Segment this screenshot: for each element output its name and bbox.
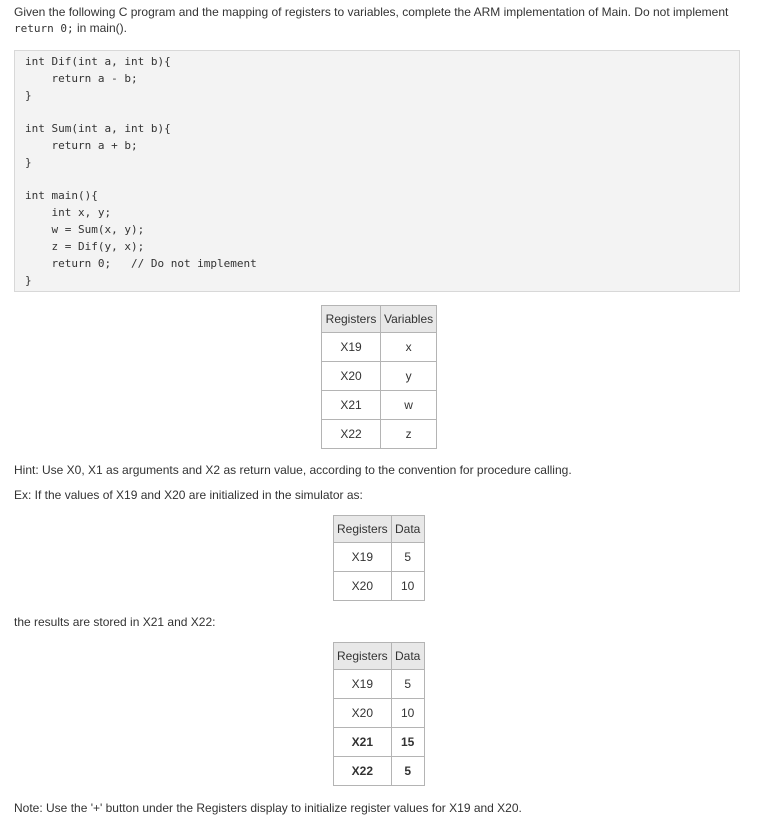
table-header: Data	[391, 643, 424, 670]
code-line: return a - b;	[25, 72, 138, 85]
table-row	[334, 543, 425, 572]
table-row	[322, 333, 437, 362]
table-cell: X21	[334, 728, 392, 757]
hint-text: Hint: Use X0, X1 as arguments and X2 as return value, according to the convention for procedure calling.	[14, 463, 572, 477]
code-line: z = Dif(y, x);	[25, 240, 145, 253]
table-header: Registers	[322, 306, 381, 333]
table-cell: z	[381, 420, 437, 449]
example-text: Ex: If the values of X19 and X20 are initialized in the simulator as:	[14, 488, 363, 502]
code-line: int x, y;	[25, 206, 112, 219]
table-cell: 10	[391, 572, 424, 601]
code-line: int Sum(int a, int b){	[25, 122, 171, 135]
table-cell: X22	[322, 420, 381, 449]
code-line: return 0; // Do not implement	[25, 257, 257, 270]
intro-text-end: in main().	[73, 21, 127, 35]
inline-code: return 0;	[14, 22, 74, 35]
table-cell: w	[381, 391, 437, 420]
table-cell: 5	[391, 670, 424, 699]
intro-text: Given the following C program and the mapping of registers to variables, complete the ARM implementation of Main. Do not implement	[14, 5, 729, 19]
code-line: int Dif(int a, int b){	[25, 55, 171, 68]
register-variable-table	[321, 305, 437, 449]
init-register-table	[333, 515, 425, 601]
table-cell: X22	[334, 757, 392, 786]
note-text: Note: Use the '+' button under the Registers display to initialize register values for X19 and X20.	[14, 801, 522, 815]
table-cell: y	[381, 362, 437, 391]
table-row	[322, 362, 437, 391]
table-cell: X19	[322, 333, 381, 362]
table-cell: x	[381, 333, 437, 362]
table-header: Registers	[334, 516, 392, 543]
table-cell: 15	[391, 728, 424, 757]
code-line: }	[25, 156, 32, 169]
table-cell: X20	[322, 362, 381, 391]
table-cell: X19	[334, 670, 392, 699]
table-cell: X20	[334, 572, 392, 601]
table-header: Data	[391, 516, 424, 543]
table-cell: 5	[391, 543, 424, 572]
code-line: w = Sum(x, y);	[25, 223, 145, 236]
table-header: Variables	[381, 306, 437, 333]
results-text: the results are stored in X21 and X22:	[14, 615, 216, 629]
table-row	[334, 699, 425, 728]
intro-paragraph	[14, 4, 746, 37]
table-row	[334, 670, 425, 699]
table-cell: X20	[334, 699, 392, 728]
result-register-table	[333, 642, 425, 786]
table-row	[322, 391, 437, 420]
table-row	[334, 572, 425, 601]
table-cell: X21	[322, 391, 381, 420]
table-cell: 5	[391, 757, 424, 786]
table-row	[322, 420, 437, 449]
code-line: }	[25, 89, 32, 102]
table-header: Registers	[334, 643, 392, 670]
code-line: return a + b;	[25, 139, 138, 152]
code-line: }	[25, 274, 32, 287]
code-block	[14, 50, 740, 292]
table-cell: X19	[334, 543, 392, 572]
table-row	[334, 728, 425, 757]
table-row	[334, 757, 425, 786]
table-cell: 10	[391, 699, 424, 728]
code-line: int main(){	[25, 189, 98, 202]
